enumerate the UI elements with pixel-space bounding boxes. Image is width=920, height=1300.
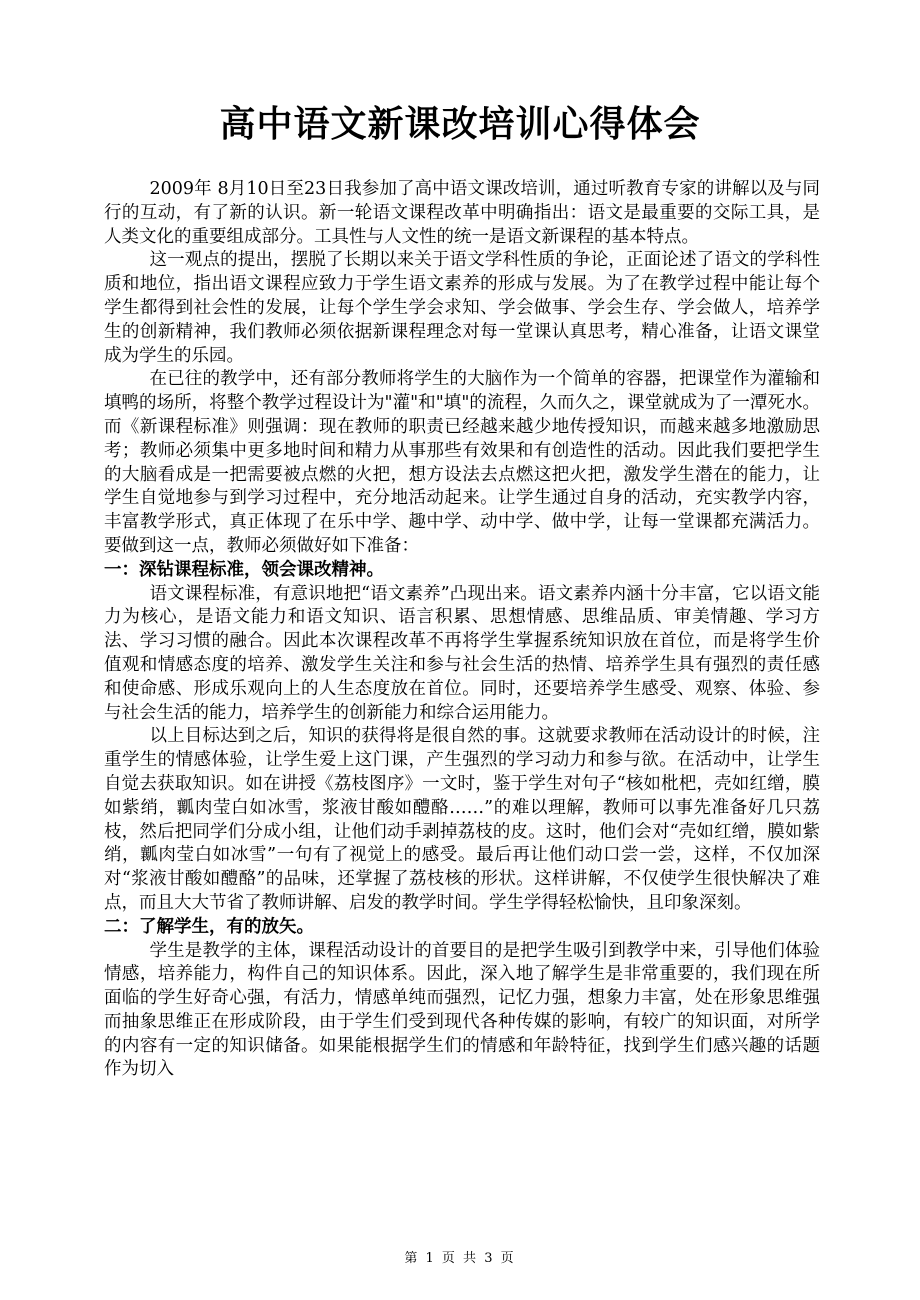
body-paragraph: 在已往的教学中，还有部分教师将学生的大脑作为一个简单的容器，把课堂作为灌输和填鸭的场所，将整个教学过程设计为"灌"和"填"的流程，久而久之，课堂就成为了一潭死水。而《新课程标准》则强调：现在教师的职责已经越来越少地传授知识，而越来越多地激励思考；教师必须集中更多地时间和精力从事那些有效果和有创造性的活动。因此我们要把学生的大脑看成是一把需要被点燃的火把，想方设法去点燃这把火把，激发学生潜在的能力，让学生自觉地参与到学习过程中，充分地活动起来。让学生通过自身的活动，充实教学内容，丰富教学形式，真正体现了在乐中学、趣中学、动中学、做中学，让每一堂课都充满活力。要做到这一点，教师必须做好如下准备： — [104, 369, 820, 556]
body-paragraph: 学生是教学的主体，课程活动设计的首要目的是把学生吸引到教学中来，引导他们体验情感，培养能力，构件自己的知识体系。因此，深入地了解学生是非常重要的，我们现在所面临的学生好奇心强，有活力，情感单纯而强烈，记忆力强，想象力丰富，处在形象思维强而抽象思维正在形成阶段，由于学生们受到现代各种传媒的影响，有较广的知识面，对所学的内容有一定的知识储备。如果能根据学生们的情感和年龄特征，找到学生们感兴趣的话题作为切入 — [104, 940, 820, 1080]
page-number-footer: 第 1 页 共 3 页 — [404, 1251, 516, 1266]
body-paragraph: 2009年 8月10日至23日我参加了高中语文课改培训，通过听教育专家的讲解以及与同行的互动，有了新的认识。新一轮语文课程改革中明确指出：语文是最重要的交际工具，是人类文化的重要组成部分。工具性与人文性的统一是语文新课程的基本特点。 — [104, 179, 820, 247]
body-paragraph: 以上目标达到之后，知识的获得将是很自然的事。这就要求教师在活动设计的时候，注重学生的情感体验，让学生爱上这门课，产生强烈的学习动力和参与欲。在活动中，让学生自觉去获取知识。如在讲授《荔枝图序》一文时，鉴于学生对句子“核如枇杷，壳如红缯，膜如紫绡，瓤肉莹白如冰雪，浆液甘酸如醴酪……”的难以理解，教师可以事先准备好几只荔枝，然后把同学们分成小组，让他们动手剥掉荔枝的皮。这时，他们会对“壳如红缯，膜如紫绡，瓤肉莹白如冰雪”一句有了视觉上的感受。最后再让他们动口尝一尝，这样，不仅加深对“浆液甘酸如醴酪”的品味，还掌握了荔枝核的形状。这样讲解，不仅使学生很快解决了难点，而且大大节省了教师讲解、启发的教学时间。学生学得轻松愉快，且印象深刻。 — [104, 726, 820, 913]
document-title: 高中语文新课改培训心得体会 — [219, 103, 701, 145]
body-paragraph: 这一观点的提出，摆脱了长期以来关于语文学科性质的争论，正面论述了语文的学科性质和地位，指出语文课程应致力于学生语文素养的形成与发展。为了在教学过程中能让每个学生都得到社会性的发展，让每个学生学会求知、学会做事、学会生存、学会做人，培养学生的创新精神，我们教师必须依据新课程理念对每一堂课认真思考，精心准备，让语文课堂成为学生的乐园。 — [104, 250, 820, 366]
section-heading-1: 一：深钻课程标准，领会课改精神。 — [104, 559, 384, 580]
section-heading-2: 二：了解学生，有的放矢。 — [104, 916, 314, 937]
body-paragraph: 语文课程标准，有意识地把“语文素养”凸现出来。语文素养内涵十分丰富，它以语文能力为核心，是语文能力和语文知识、语言积累、思想情感、思维品质、审美情趣、学习方法、学习习惯的融合。因此本次课程改革不再将学生掌握系统知识放在首位，而是将学生价值观和情感态度的培养、激发学生关注和参与社会生活的热情、培养学生具有强烈的责任感和使命感、形成乐观向上的人生态度放在首位。同时，还要培养学生感受、观察、体验、参与社会生活的能力，培养学生的创新能力和综合运用能力。 — [104, 583, 820, 723]
document-body — [104, 178, 820, 1082]
